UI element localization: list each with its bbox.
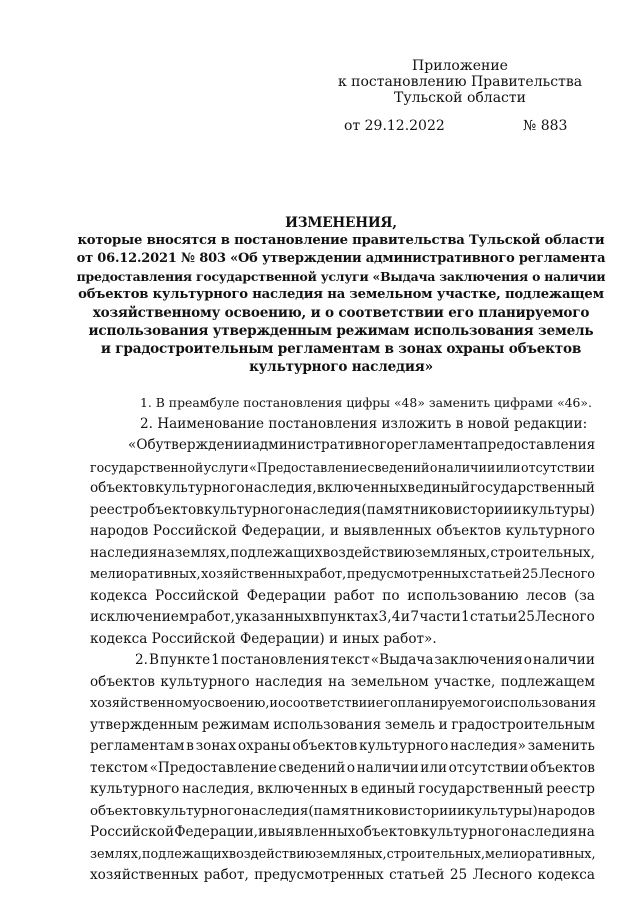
resolution-date: от 29.12.2022 (344, 118, 445, 134)
body-line: Российской Федерации, и выявленных объектов культурного наследия на (90, 824, 595, 840)
title-line: от 06.12.2021 № 803 «Об утверждении административного регламента (76, 251, 606, 266)
body-line: исключением работ, указанных в пунктах 3, 4 и 7 части 1 статьи 25 Лесного (90, 609, 595, 625)
body-line: реестр объектов культурного наследия (памятников истории и культуры) (90, 501, 595, 518)
body-line: объектов культурного наследия, включенных в единый государственный (90, 480, 595, 496)
resolution-number: № 883 (523, 118, 568, 134)
appendix-line: Приложение (412, 58, 508, 74)
title-line: хозяйственному освоению, и о соответствии его планируемого (92, 305, 590, 321)
body-line: объектов культурного наследия на земельном участке, подлежащем (90, 673, 595, 690)
body-line: «Об утверждении административного регламента предоставления (128, 437, 596, 453)
body-line: землях, подлежащих воздействию земляных, строительных, мелиоративных, (90, 846, 596, 862)
title-line: культурного наследия» (249, 359, 433, 375)
body-line: наследия на землях, подлежащих воздействию земляных, строительных, (90, 544, 595, 561)
title-line: использования утвержденным режимам использования земель (88, 323, 594, 339)
body-line: объектов культурного наследия (памятников истории и культуры) народов (90, 803, 596, 819)
body-line: кодекса Российской Федерации) и иных работ». (90, 630, 437, 647)
title-line: и градостроительным регламентам в зонах охраны объектов (100, 341, 582, 357)
body-line: 2. В пункте 1 постановления текст «Выдача заключения о наличии (135, 652, 595, 668)
body-line: текстом «Предоставление сведений о наличии или отсутствии объектов (90, 759, 595, 776)
body-line: хозяйственных работ, предусмотренных статьей 25 Лесного кодекса (90, 867, 595, 883)
appendix-header (330, 58, 590, 106)
body-line: государственной услуги «Предоставление сведений о наличии или отсутствии (90, 459, 595, 475)
appendix-line: Тульской области (394, 90, 526, 106)
body-line: утвержденным режимам использования земель и градостроительным (90, 716, 595, 733)
body-line: народов Российской Федерации, и выявленных объектов культурного (90, 523, 595, 539)
title-line: предоставления государственной услуги «Выдача заключения о наличии (76, 269, 606, 284)
title-line: объектов культурного наследия на земельном участке, подлежащем (78, 287, 604, 302)
body-line: хозяйственному освоению, и о соответствии его планируемого использования (90, 696, 597, 711)
body-line: мелиоративных, хозяйственных работ, предусмотренных статьей 25 Лесного (90, 567, 595, 582)
body-line: 1. В преамбуле постановления цифры «48» заменить цифрами «46». (140, 395, 592, 410)
body-line: кодекса Российской Федерации работ по использованию лесов (за (90, 587, 595, 604)
title-line: которые вносятся в постановление правительства Тульской области (77, 233, 605, 248)
appendix-line: к постановлению Правительства (337, 74, 583, 90)
document-body (90, 392, 595, 887)
body-line: 2. Наименование постановления изложить в новой редакции: (140, 415, 588, 432)
body-line: культурного наследия, включенных в единый государственный реестр (90, 781, 595, 797)
document-title (76, 214, 606, 376)
body-line: регламентам в зонах охраны объектов культурного наследия» заменить (90, 738, 595, 754)
title-line: ИЗМЕНЕНИЯ, (285, 215, 397, 231)
